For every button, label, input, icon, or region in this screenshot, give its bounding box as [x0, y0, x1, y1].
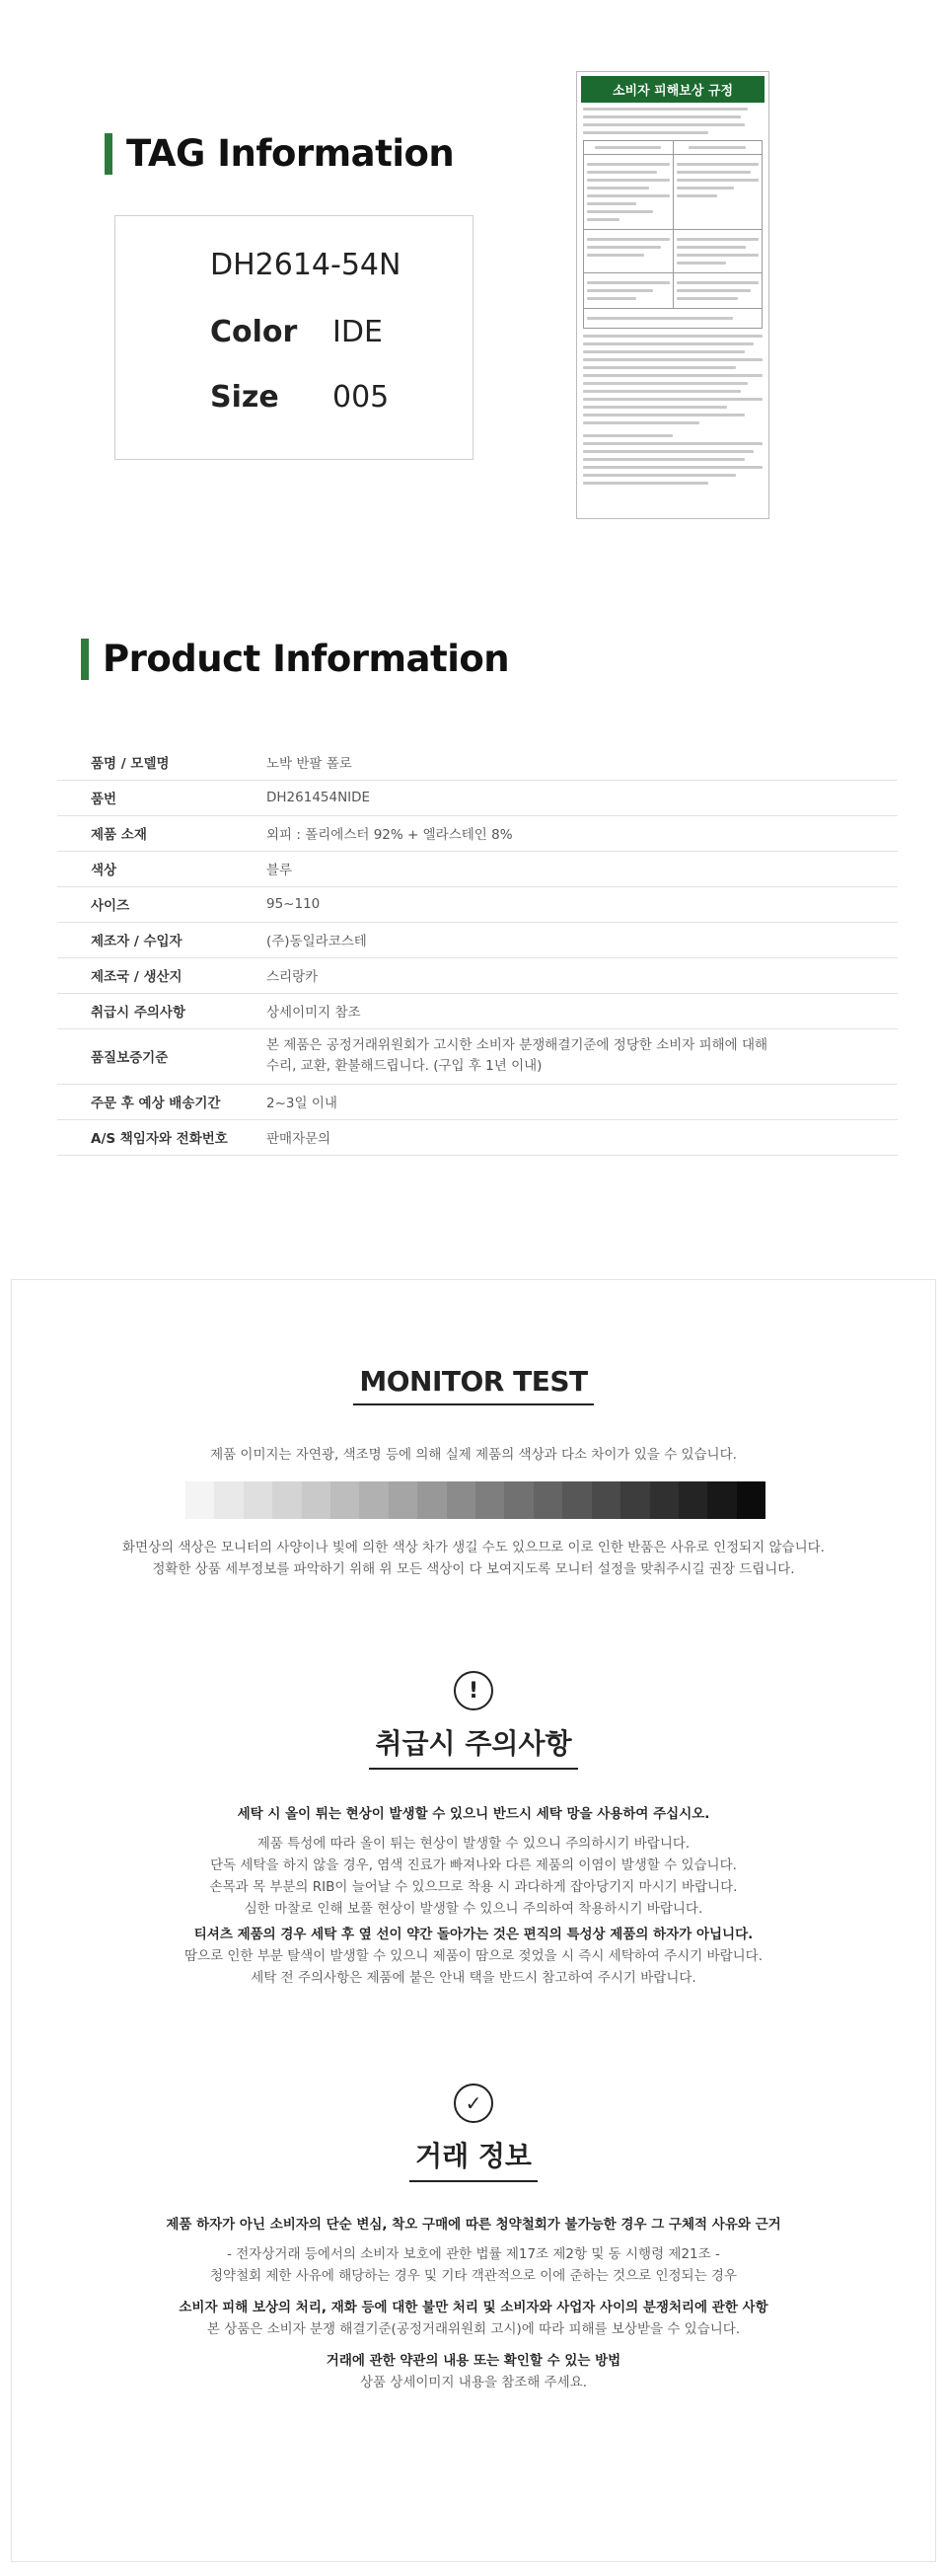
gray-swatch	[620, 1481, 649, 1519]
row-value-line1: 본 제품은 공정거래위원회가 고시한 소비자 분쟁해결기준에 정당한 소비자 피해에 대해	[266, 1037, 768, 1053]
care-notice-line: 땀으로 인한 부분 탈색이 발생할 수 있으니 제품이 땀으로 젖었을 시 즉시 세탁하여 주시기 바랍니다.	[183, 1948, 763, 1964]
monitor-test-note-2: 정확한 상품 세부정보를 파악하기 위해 위 모든 색상이 다 보여지도록 모니터 설정을 맞춰주시길 권장 드립니다.	[152, 1561, 795, 1577]
monitor-test-intro: 제품 이미지는 자연광, 색조명 등에 의해 실제 제품의 색상과 다소 차이가 있을 수 있습니다.	[210, 1447, 737, 1463]
row-key: 색상	[57, 851, 266, 886]
grayscale-gradient-bar	[185, 1481, 765, 1519]
gray-swatch	[214, 1481, 243, 1519]
table-row	[57, 780, 898, 815]
table-row	[57, 1028, 898, 1084]
row-value: 판매자문의	[266, 1119, 898, 1155]
care-notice-line: 단독 세탁을 하지 않을 경우, 염색 진료가 빠져나와 다른 제품의 이염이 발생할 수 있습니다.	[210, 1857, 737, 1873]
table-row	[57, 922, 898, 957]
tag-image	[114, 215, 474, 460]
gray-swatch	[562, 1481, 591, 1519]
gray-swatch	[389, 1481, 417, 1519]
gray-swatch	[359, 1481, 388, 1519]
care-notice-line: 심한 마찰로 인해 보풀 현상이 발생할 수 있으니 주의하여 착용하시기 바랍니다.	[244, 1901, 703, 1917]
row-value: DH261454NIDE	[266, 780, 898, 815]
monitor-test-heading	[12, 1365, 935, 1405]
trade-info-line: 본 상품은 소비자 분쟁 해결기준(공정거래위원회 고시)에 따라 피해를 보상받을 수 있습니다.	[206, 2321, 741, 2337]
table-row	[57, 815, 898, 851]
gray-swatch	[272, 1481, 301, 1519]
care-notice-bold-1: 세탁 시 올이 튀는 현상이 발생할 수 있으니 반드시 세탁 망을 사용하여 주십시오.	[237, 1806, 710, 1822]
trade-info-title: 거래 정보	[409, 2135, 538, 2182]
row-value-line2: 수리, 교환, 환불해드립니다. (구입 후 1년 이내)	[266, 1058, 543, 1074]
row-value: 블루	[266, 851, 898, 886]
gray-swatch	[650, 1481, 679, 1519]
row-key: 취급시 주의사항	[57, 993, 266, 1028]
row-value: 스리랑카	[266, 957, 898, 993]
trade-info-bold-3: 거래에 관한 약관의 내용 또는 확인할 수 있는 방법	[326, 2353, 621, 2369]
gray-swatch	[475, 1481, 504, 1519]
table-row	[57, 1084, 898, 1119]
monitor-test-note-1: 화면상의 색상은 모니터의 사양이나 빛에 의한 색상 차가 생길 수도 있으므로 이로 인한 반품은 사유로 인정되지 않습니다.	[122, 1540, 825, 1555]
row-key: 사이즈	[57, 886, 266, 922]
table-row	[57, 851, 898, 886]
consumer-compensation-label-image	[576, 71, 769, 519]
row-key: 주문 후 예상 배송기간	[57, 1084, 266, 1119]
care-label-table	[583, 140, 763, 329]
row-key: A/S 책임자와 전화번호	[57, 1119, 266, 1155]
table-row	[57, 957, 898, 993]
care-notice-line: 제품 특성에 따라 올이 튀는 현상이 발생할 수 있으니 주의하시기 바랍니다.	[256, 1836, 691, 1852]
care-notice-title: 취급시 주의사항	[369, 1722, 577, 1770]
trade-info-bold-1: 제품 하자가 아닌 소비자의 단순 변심, 착오 구매에 따른 청약철회가 불가능한 경우 그 구체적 사유와 근거	[166, 2217, 781, 2233]
row-key: 제조국 / 생산지	[57, 957, 266, 993]
tag-size-row	[210, 380, 389, 415]
row-key: 품명 / 모델명	[57, 744, 266, 780]
gray-swatch	[447, 1481, 475, 1519]
table-row	[57, 1119, 898, 1155]
product-information-title: Product Information	[103, 638, 510, 680]
gray-swatch	[737, 1481, 765, 1519]
care-notice-line: 손목과 목 부분의 RIB이 늘어날 수 있으므로 착용 시 과다하게 잡아당기지 마시기 바랍니다.	[209, 1879, 738, 1895]
gray-swatch	[679, 1481, 707, 1519]
product-info-table	[57, 744, 898, 1156]
trade-info-line: 상품 상세이미지 내용을 참조해 주세요.	[359, 2375, 588, 2390]
care-label-title: 소비자 피해보상 규정	[581, 76, 765, 103]
exclamation-icon: !	[454, 1671, 493, 1710]
monitor-test-title: MONITOR TEST	[353, 1365, 593, 1405]
gray-swatch	[504, 1481, 533, 1519]
tag-color-value: IDE	[332, 315, 383, 349]
gray-swatch	[302, 1481, 330, 1519]
heading-accent-bar	[105, 133, 112, 175]
tag-color-row	[210, 315, 383, 349]
gray-swatch	[534, 1481, 562, 1519]
care-notice-line: 세탁 전 주의사항은 제품에 붙은 안내 택을 반드시 참고하여 주시기 바랍니다.	[251, 1970, 696, 1986]
row-key: 품질보증기준	[57, 1028, 266, 1084]
tag-information-heading	[105, 132, 454, 175]
row-value: 95~110	[266, 886, 898, 922]
row-key: 제품 소재	[57, 815, 266, 851]
gray-swatch	[707, 1481, 736, 1519]
row-value: 상세이미지 참조	[266, 993, 898, 1028]
care-label-body	[583, 108, 763, 485]
gray-swatch	[244, 1481, 272, 1519]
trade-info-heading	[12, 2135, 935, 2182]
row-value: 노박 반팔 폴로	[266, 744, 898, 780]
gray-swatch	[185, 1481, 214, 1519]
gray-swatch	[330, 1481, 359, 1519]
care-notice-heading	[12, 1722, 935, 1770]
check-circle-icon: ✓	[454, 2084, 493, 2123]
row-key: 품번	[57, 780, 266, 815]
trade-info-bold-2: 소비자 피해 보상의 처리, 재화 등에 대한 불만 처리 및 소비자와 사업자 사이의 분쟁처리에 관한 사항	[179, 2300, 768, 2315]
tag-color-label: Color	[210, 315, 298, 349]
tag-model-number: DH2614-54N	[210, 248, 401, 282]
product-information-heading	[81, 638, 509, 680]
row-value: (주)동일라코스테	[266, 922, 898, 957]
notice-card	[11, 1279, 936, 2562]
gray-swatch	[592, 1481, 620, 1519]
tag-size-value: 005	[332, 380, 390, 415]
care-notice-bold-2: 티셔츠 제품의 경우 세탁 후 옆 선이 약간 돌아가는 것은 편직의 특성상 제품의 하자가 아닙니다.	[193, 1927, 754, 1942]
gray-swatch	[417, 1481, 446, 1519]
row-key: 제조자 / 수입자	[57, 922, 266, 957]
row-value: 외피 : 폴리에스터 92% + 엘라스테인 8%	[266, 815, 898, 851]
trade-info-line: - 전자상거래 등에서의 소비자 보호에 관한 법률 제17조 제2항 및 동 시행령 제21조 -	[227, 2246, 720, 2262]
table-row	[57, 744, 898, 780]
heading-accent-bar	[81, 639, 89, 680]
tag-size-label: Size	[210, 380, 279, 415]
trade-info-line: 청약철회 제한 사유에 해당하는 경우 및 기타 객관적으로 이에 준하는 것으로 인정되는 경우	[209, 2268, 737, 2284]
table-row	[57, 993, 898, 1028]
row-value: 2~3일 이내	[266, 1084, 898, 1119]
table-row	[57, 886, 898, 922]
row-value	[266, 1028, 898, 1084]
tag-information-title: TAG Information	[126, 132, 455, 175]
